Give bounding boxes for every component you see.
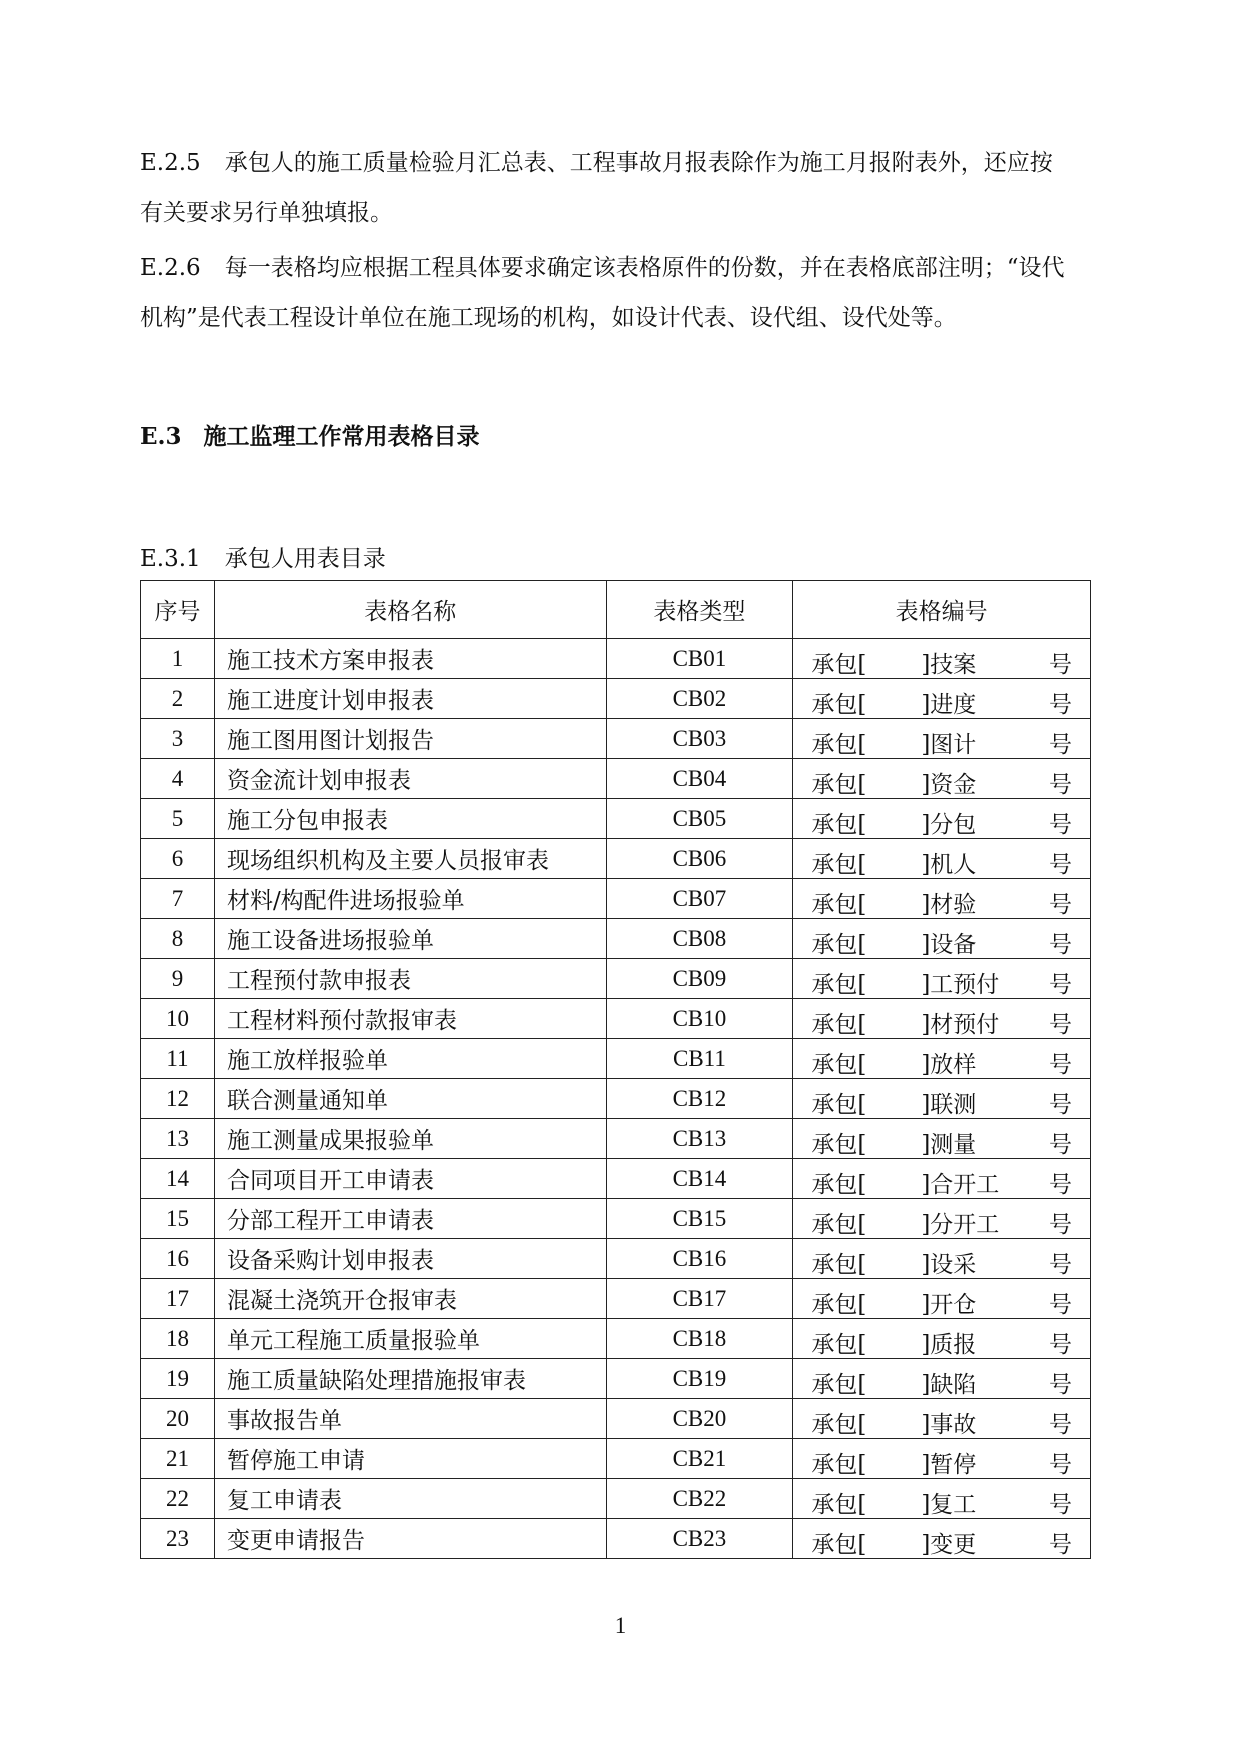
code-suffix: 号 <box>1049 692 1072 718</box>
row-form-code <box>793 999 1091 1039</box>
row-index: 5 <box>141 799 215 839</box>
row-form-code <box>793 1159 1091 1199</box>
code-prefix: 承包[ <box>811 1132 867 1158</box>
code-abbr: ]事故 <box>921 1412 977 1438</box>
row-form-name: 工程预付款申报表 <box>214 959 606 999</box>
code-prefix: 承包[ <box>811 692 867 718</box>
row-index: 4 <box>141 759 215 799</box>
code-abbr: ]图计 <box>921 732 977 758</box>
row-form-code <box>793 1479 1091 1519</box>
row-form-type: CB21 <box>606 1439 793 1479</box>
code-suffix: 号 <box>1049 1332 1072 1358</box>
row-form-type: CB02 <box>606 679 793 719</box>
row-form-name: 分部工程开工申请表 <box>214 1199 606 1239</box>
row-index: 19 <box>141 1359 215 1399</box>
row-form-code <box>793 1039 1091 1079</box>
code-prefix: 承包[ <box>811 932 867 958</box>
table-row <box>141 839 1091 879</box>
paragraph-text: 每一表格均应根据工程具体要求确定该表格原件的份数，并在表格底部注明；“设代 <box>224 255 1065 281</box>
row-index: 9 <box>141 959 215 999</box>
code-abbr: ]技案 <box>921 652 977 678</box>
code-suffix: 号 <box>1049 852 1072 878</box>
row-form-code <box>793 679 1091 719</box>
row-form-code <box>793 1199 1091 1239</box>
table-row <box>141 1479 1091 1519</box>
row-form-code <box>793 1439 1091 1479</box>
code-prefix: 承包[ <box>811 1372 867 1398</box>
table-header-row <box>141 581 1091 639</box>
code-suffix: 号 <box>1049 1372 1072 1398</box>
code-suffix: 号 <box>1049 1212 1072 1238</box>
code-prefix: 承包[ <box>811 972 867 998</box>
row-form-code <box>793 1119 1091 1159</box>
code-suffix: 号 <box>1049 772 1072 798</box>
code-abbr: ]变更 <box>921 1532 977 1558</box>
table-row <box>141 1239 1091 1279</box>
code-suffix: 号 <box>1049 1052 1072 1078</box>
row-form-code <box>793 919 1091 959</box>
row-form-code <box>793 719 1091 759</box>
row-form-type: CB18 <box>606 1319 793 1359</box>
row-index: 15 <box>141 1199 215 1239</box>
table-row <box>141 1359 1091 1399</box>
table-row <box>141 1159 1091 1199</box>
row-form-name: 施工进度计划申报表 <box>214 679 606 719</box>
table-row <box>141 1119 1091 1159</box>
code-prefix: 承包[ <box>811 1292 867 1318</box>
row-index: 21 <box>141 1439 215 1479</box>
row-form-name: 联合测量通知单 <box>214 1079 606 1119</box>
table-row <box>141 1399 1091 1439</box>
table-row <box>141 759 1091 799</box>
code-abbr: ]工预付 <box>921 972 1000 998</box>
code-prefix: 承包[ <box>811 1012 867 1038</box>
row-form-name: 复工申请表 <box>214 1479 606 1519</box>
row-index: 14 <box>141 1159 215 1199</box>
row-form-name: 施工设备进场报验单 <box>214 919 606 959</box>
code-prefix: 承包[ <box>811 852 867 878</box>
header-form-type: 表格类型 <box>606 581 793 639</box>
table-body <box>141 639 1091 1559</box>
table-row <box>141 919 1091 959</box>
row-form-type: CB07 <box>606 879 793 919</box>
code-suffix: 号 <box>1049 1452 1072 1478</box>
paragraph-line: 有关要求另行单独填报。 <box>140 200 393 226</box>
table-row <box>141 879 1091 919</box>
code-prefix: 承包[ <box>811 1172 867 1198</box>
code-abbr: ]合开工 <box>921 1172 1000 1198</box>
code-suffix: 号 <box>1049 892 1072 918</box>
row-form-code <box>793 959 1091 999</box>
page-number: 1 <box>614 1613 627 1638</box>
row-index: 18 <box>141 1319 215 1359</box>
row-form-name: 变更申请报告 <box>214 1519 606 1559</box>
paragraph-line: 机构”是代表工程设计单位在施工现场的机构，如设计代表、设代组、设代处等。 <box>140 305 957 331</box>
table-row <box>141 1039 1091 1079</box>
subsection-title: 承包人用表目录 <box>224 546 386 572</box>
row-form-name: 资金流计划申报表 <box>214 759 606 799</box>
row-form-code <box>793 1359 1091 1399</box>
row-form-code <box>793 639 1091 679</box>
code-suffix: 号 <box>1049 1532 1072 1558</box>
code-suffix: 号 <box>1049 1132 1072 1158</box>
code-suffix: 号 <box>1049 932 1072 958</box>
row-form-type: CB19 <box>606 1359 793 1399</box>
code-suffix: 号 <box>1049 652 1072 678</box>
code-abbr: ]材验 <box>921 892 977 918</box>
row-form-type: CB12 <box>606 1079 793 1119</box>
row-index: 8 <box>141 919 215 959</box>
row-form-name: 施工技术方案申报表 <box>214 639 606 679</box>
code-suffix: 号 <box>1049 1092 1072 1118</box>
code-abbr: ]材预付 <box>921 1012 1000 1038</box>
row-form-type: CB11 <box>606 1039 793 1079</box>
row-form-type: CB20 <box>606 1399 793 1439</box>
row-form-name: 设备采购计划申报表 <box>214 1239 606 1279</box>
row-form-name: 施工质量缺陷处理措施报审表 <box>214 1359 606 1399</box>
paragraph-e-2-6 <box>140 243 1130 343</box>
code-abbr: ]放样 <box>921 1052 977 1078</box>
code-abbr: ]联测 <box>921 1092 977 1118</box>
code-prefix: 承包[ <box>811 772 867 798</box>
row-index: 2 <box>141 679 215 719</box>
code-prefix: 承包[ <box>811 1492 867 1518</box>
row-form-type: CB17 <box>606 1279 793 1319</box>
code-abbr: ]分包 <box>921 812 977 838</box>
row-index: 16 <box>141 1239 215 1279</box>
code-abbr: ]资金 <box>921 772 977 798</box>
code-prefix: 承包[ <box>811 1252 867 1278</box>
row-form-code <box>793 1079 1091 1119</box>
code-suffix: 号 <box>1049 732 1072 758</box>
row-form-type: CB15 <box>606 1199 793 1239</box>
row-index: 22 <box>141 1479 215 1519</box>
row-form-name: 合同项目开工申请表 <box>214 1159 606 1199</box>
code-prefix: 承包[ <box>811 1452 867 1478</box>
code-prefix: 承包[ <box>811 1052 867 1078</box>
code-prefix: 承包[ <box>811 1532 867 1558</box>
table-row <box>141 639 1091 679</box>
row-form-code <box>793 1519 1091 1559</box>
row-form-name: 施工图用图计划报告 <box>214 719 606 759</box>
row-form-type: CB10 <box>606 999 793 1039</box>
row-form-name: 施工放样报验单 <box>214 1039 606 1079</box>
row-form-name: 单元工程施工质量报验单 <box>214 1319 606 1359</box>
code-abbr: ]开仓 <box>921 1292 977 1318</box>
code-suffix: 号 <box>1049 1172 1072 1198</box>
row-form-type: CB13 <box>606 1119 793 1159</box>
row-index: 1 <box>141 639 215 679</box>
paragraph-e-2-5 <box>140 138 1130 238</box>
row-form-type: CB14 <box>606 1159 793 1199</box>
row-index: 3 <box>141 719 215 759</box>
table-row <box>141 999 1091 1039</box>
row-form-code <box>793 839 1091 879</box>
code-suffix: 号 <box>1049 1292 1072 1318</box>
code-prefix: 承包[ <box>811 1092 867 1118</box>
header-index: 序号 <box>141 581 215 639</box>
code-suffix: 号 <box>1049 1012 1072 1038</box>
code-prefix: 承包[ <box>811 732 867 758</box>
code-abbr: ]进度 <box>921 692 977 718</box>
clause-number: E.2.5 <box>140 150 201 176</box>
section-title: 施工监理工作常用表格目录 <box>203 423 480 450</box>
row-index: 11 <box>141 1039 215 1079</box>
table-row <box>141 1199 1091 1239</box>
code-suffix: 号 <box>1049 1492 1072 1518</box>
header-form-name: 表格名称 <box>214 581 606 639</box>
row-index: 17 <box>141 1279 215 1319</box>
row-index: 7 <box>141 879 215 919</box>
code-prefix: 承包[ <box>811 1212 867 1238</box>
clause-number: E.2.6 <box>140 255 201 281</box>
row-form-code <box>793 1399 1091 1439</box>
header-form-code: 表格编号 <box>793 581 1091 639</box>
paragraph-line <box>140 138 1130 188</box>
code-abbr: ]暂停 <box>921 1452 977 1478</box>
row-form-type: CB16 <box>606 1239 793 1279</box>
code-suffix: 号 <box>1049 1252 1072 1278</box>
code-prefix: 承包[ <box>811 1412 867 1438</box>
code-abbr: ]缺陷 <box>921 1372 977 1398</box>
row-form-type: CB23 <box>606 1519 793 1559</box>
row-form-name: 事故报告单 <box>214 1399 606 1439</box>
row-form-type: CB06 <box>606 839 793 879</box>
code-suffix: 号 <box>1049 972 1072 998</box>
table-row <box>141 679 1091 719</box>
subsection-number: E.3.1 <box>140 546 201 572</box>
row-form-name: 现场组织机构及主要人员报审表 <box>214 839 606 879</box>
table-row <box>141 1279 1091 1319</box>
row-form-code <box>793 759 1091 799</box>
code-abbr: ]设备 <box>921 932 977 958</box>
row-form-name: 施工测量成果报验单 <box>214 1119 606 1159</box>
row-form-type: CB09 <box>606 959 793 999</box>
row-form-name: 材料/构配件进场报验单 <box>214 879 606 919</box>
row-form-code <box>793 1279 1091 1319</box>
row-form-type: CB22 <box>606 1479 793 1519</box>
code-prefix: 承包[ <box>811 812 867 838</box>
code-suffix: 号 <box>1049 1412 1072 1438</box>
row-form-type: CB04 <box>606 759 793 799</box>
code-abbr: ]质报 <box>921 1332 977 1358</box>
row-index: 6 <box>141 839 215 879</box>
row-form-code <box>793 879 1091 919</box>
table-row <box>141 719 1091 759</box>
row-form-type: CB08 <box>606 919 793 959</box>
row-form-type: CB05 <box>606 799 793 839</box>
code-abbr: ]测量 <box>921 1132 977 1158</box>
row-form-code <box>793 799 1091 839</box>
row-index: 23 <box>141 1519 215 1559</box>
code-prefix: 承包[ <box>811 892 867 918</box>
code-suffix: 号 <box>1049 812 1072 838</box>
row-form-type: CB01 <box>606 639 793 679</box>
row-form-name: 混凝土浇筑开仓报审表 <box>214 1279 606 1319</box>
row-index: 20 <box>141 1399 215 1439</box>
row-form-name: 暂停施工申请 <box>214 1439 606 1479</box>
code-abbr: ]机人 <box>921 852 977 878</box>
row-index: 12 <box>141 1079 215 1119</box>
row-index: 10 <box>141 999 215 1039</box>
form-catalog-table <box>140 580 1091 1559</box>
code-prefix: 承包[ <box>811 1332 867 1358</box>
paragraph-line <box>140 243 1130 293</box>
row-form-code <box>793 1319 1091 1359</box>
row-form-name: 施工分包申报表 <box>214 799 606 839</box>
row-index: 13 <box>141 1119 215 1159</box>
section-number: E.3 <box>140 423 182 450</box>
code-abbr: ]分开工 <box>921 1212 1000 1238</box>
table-row <box>141 799 1091 839</box>
row-form-type: CB03 <box>606 719 793 759</box>
table-row <box>141 1319 1091 1359</box>
code-abbr: ]设采 <box>921 1252 977 1278</box>
code-prefix: 承包[ <box>811 652 867 678</box>
section-heading <box>140 418 480 451</box>
row-form-code <box>793 1239 1091 1279</box>
table-row <box>141 1439 1091 1479</box>
subsection-heading <box>140 540 386 573</box>
table-row <box>141 1079 1091 1119</box>
paragraph-text: 承包人的施工质量检验月汇总表、工程事故月报表除作为施工月报附表外，还应按 <box>224 150 1053 176</box>
table-row <box>141 959 1091 999</box>
row-form-name: 工程材料预付款报审表 <box>214 999 606 1039</box>
table-row <box>141 1519 1091 1559</box>
code-abbr: ]复工 <box>921 1492 977 1518</box>
